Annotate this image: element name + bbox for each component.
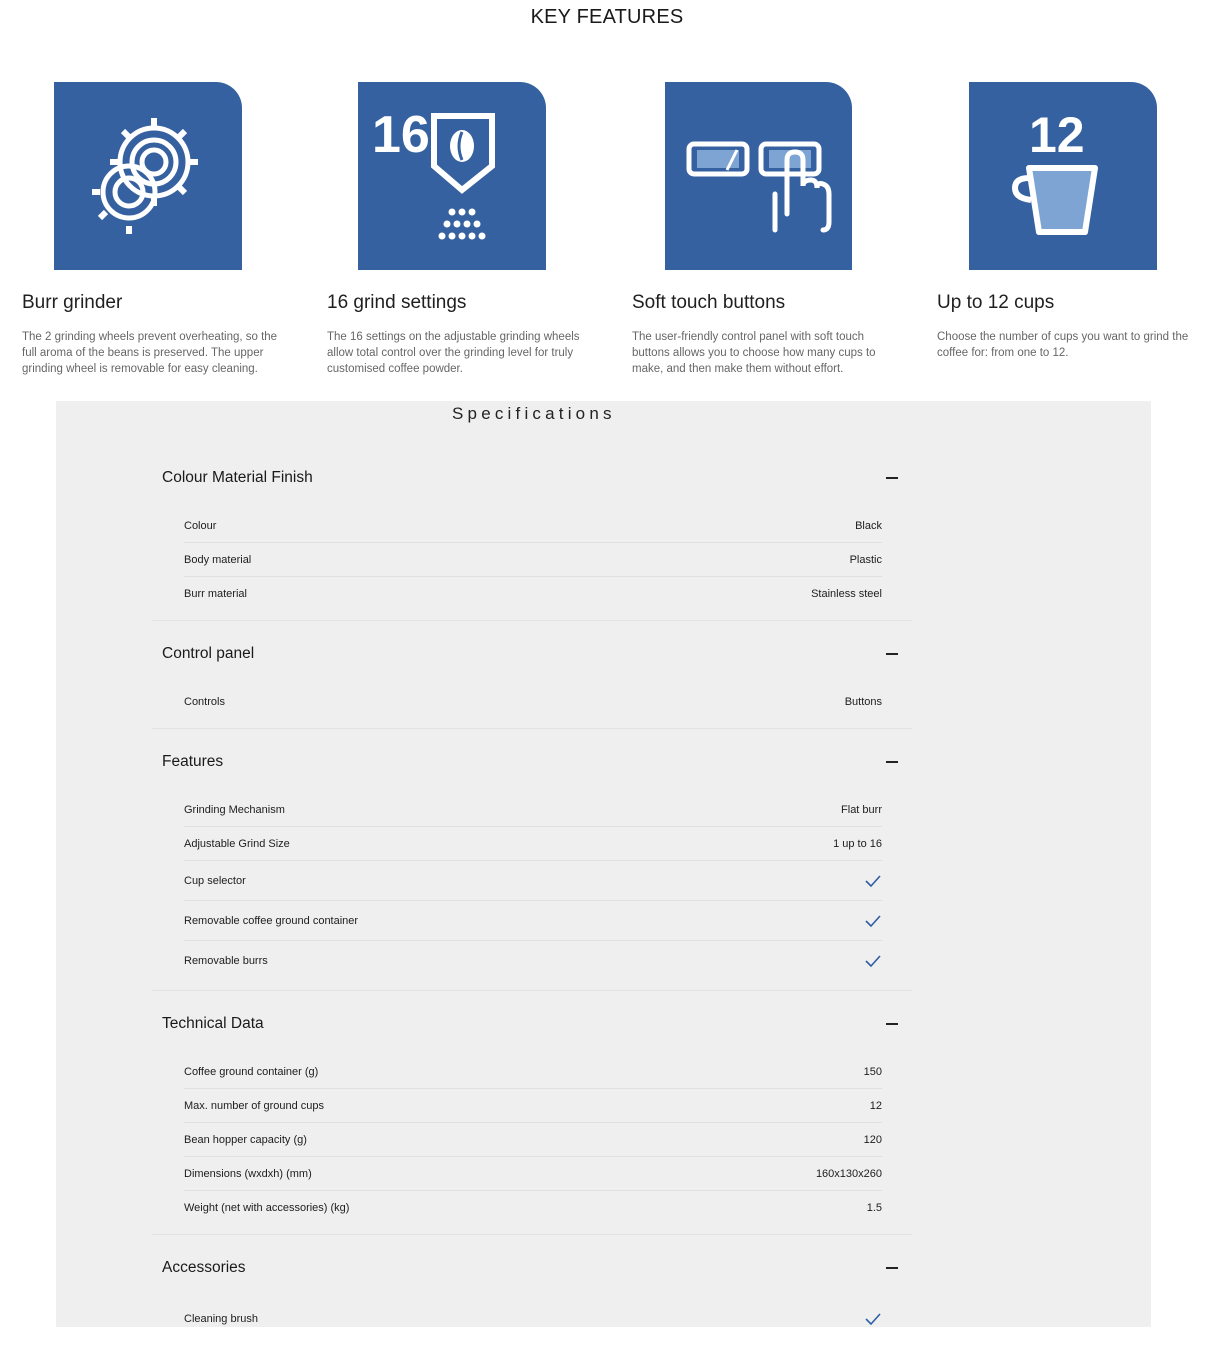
specifications-title: Specifications	[452, 404, 616, 423]
spec-label: Grinding Mechanism	[184, 803, 285, 816]
spec-row	[184, 941, 882, 980]
spec-group-header[interactable]	[152, 455, 912, 501]
spec-label: Removable burrs	[184, 954, 268, 967]
checkmark-icon	[865, 915, 881, 927]
spec-label: Dimensions (wxdxh) (mm)	[184, 1167, 312, 1180]
spec-row	[184, 577, 882, 610]
spec-group-header[interactable]	[152, 631, 912, 677]
spec-group-title: Features	[162, 753, 224, 770]
collapse-minus-icon[interactable]	[886, 1023, 898, 1025]
spec-value: Black	[855, 519, 882, 532]
spec-label: Weight (net with accessories) (kg)	[184, 1201, 350, 1214]
spec-label: Controls	[184, 695, 225, 708]
checkmark-icon	[865, 875, 881, 887]
spec-value: 1 up to 16	[833, 837, 882, 850]
spec-row	[184, 685, 882, 718]
spec-group	[152, 631, 912, 729]
spec-group-header[interactable]	[152, 1245, 912, 1291]
gear-burr-icon	[54, 82, 242, 270]
spec-row	[184, 793, 882, 827]
feature-cups	[937, 82, 1207, 359]
spec-value: Plastic	[849, 553, 882, 566]
feature-title: 16 grind settings	[327, 292, 467, 313]
spec-group-title: Accessories	[162, 1259, 246, 1276]
spec-row	[184, 1157, 882, 1191]
icon-number-12: 12	[1029, 107, 1085, 163]
spec-value: Stainless steel	[811, 587, 882, 600]
feature-title: Up to 12 cups	[937, 292, 1055, 313]
icon-number-16: 16	[372, 106, 430, 164]
feature-description: The 2 grinding wheels prevent overheating, so the full aroma of the beans is preserved. The upper grinding wheel is removable for easy cleaning.	[22, 331, 278, 375]
spec-value: Flat burr	[841, 803, 882, 816]
spec-row	[184, 1299, 882, 1338]
spec-value: 1.5	[866, 1201, 882, 1214]
spec-value: 12	[869, 1099, 882, 1112]
spec-row	[184, 543, 882, 577]
spec-row	[184, 1191, 882, 1224]
spec-label: Cleaning brush	[184, 1312, 258, 1325]
spec-label: Colour	[184, 519, 217, 532]
feature-burr-grinder	[22, 82, 292, 375]
spec-group-header[interactable]	[152, 1001, 912, 1047]
spec-group	[152, 739, 912, 991]
feature-title: Burr grinder	[22, 292, 123, 313]
feature-description: Choose the number of cups you want to grind the coffee for: from one to 12.	[937, 331, 1189, 359]
spec-value: 150	[863, 1065, 882, 1078]
feature-title: Soft touch buttons	[632, 292, 786, 313]
checkmark-icon	[865, 1313, 881, 1325]
spec-label: Max. number of ground cups	[184, 1099, 325, 1112]
spec-group-title: Technical Data	[162, 1015, 264, 1032]
spec-group	[152, 1245, 912, 1348]
spec-group	[152, 1001, 912, 1235]
spec-row	[184, 901, 882, 941]
spec-label: Coffee ground container (g)	[184, 1065, 319, 1078]
collapse-minus-icon[interactable]	[886, 477, 898, 479]
checkmark-icon	[865, 955, 881, 967]
collapse-minus-icon[interactable]	[886, 1267, 898, 1269]
spec-row	[184, 1123, 882, 1157]
collapse-minus-icon[interactable]	[886, 761, 898, 763]
soft-touch-buttons-icon	[665, 82, 852, 270]
collapse-minus-icon[interactable]	[886, 653, 898, 655]
spec-row	[184, 861, 882, 901]
key-features-title: KEY FEATURES	[530, 6, 684, 28]
feature-description: The 16 settings on the adjustable grinding wheels allow total control over the grinding level for truly customised coffee powder.	[327, 331, 580, 375]
spec-row	[184, 1055, 882, 1089]
spec-value: 120	[863, 1133, 882, 1146]
spec-row	[184, 509, 882, 543]
spec-group	[152, 455, 912, 621]
spec-label: Burr material	[184, 587, 247, 600]
specifications-panel	[56, 401, 1151, 1327]
grind-settings-icon	[358, 82, 546, 270]
spec-label: Adjustable Grind Size	[184, 837, 290, 850]
spec-value: 160x130x260	[815, 1167, 882, 1180]
feature-soft-touch	[632, 82, 902, 375]
spec-label: Body material	[184, 553, 252, 566]
spec-row	[184, 1089, 882, 1123]
feature-description: The user-friendly control panel with soft touch buttons allows you to choose how many cups to make, and then make them without effort.	[632, 331, 876, 375]
specifications-list	[152, 455, 912, 1358]
spec-label: Removable coffee ground container	[184, 914, 359, 927]
spec-label: Cup selector	[184, 874, 246, 887]
feature-grind-settings	[327, 82, 597, 375]
spec-group-title: Colour Material Finish	[162, 469, 313, 486]
cup-count-icon	[969, 82, 1157, 270]
spec-group-header[interactable]	[152, 739, 912, 785]
spec-row	[184, 827, 882, 861]
spec-group-title: Control panel	[162, 645, 255, 662]
spec-value: Buttons	[844, 695, 882, 708]
spec-label: Bean hopper capacity (g)	[184, 1133, 307, 1146]
